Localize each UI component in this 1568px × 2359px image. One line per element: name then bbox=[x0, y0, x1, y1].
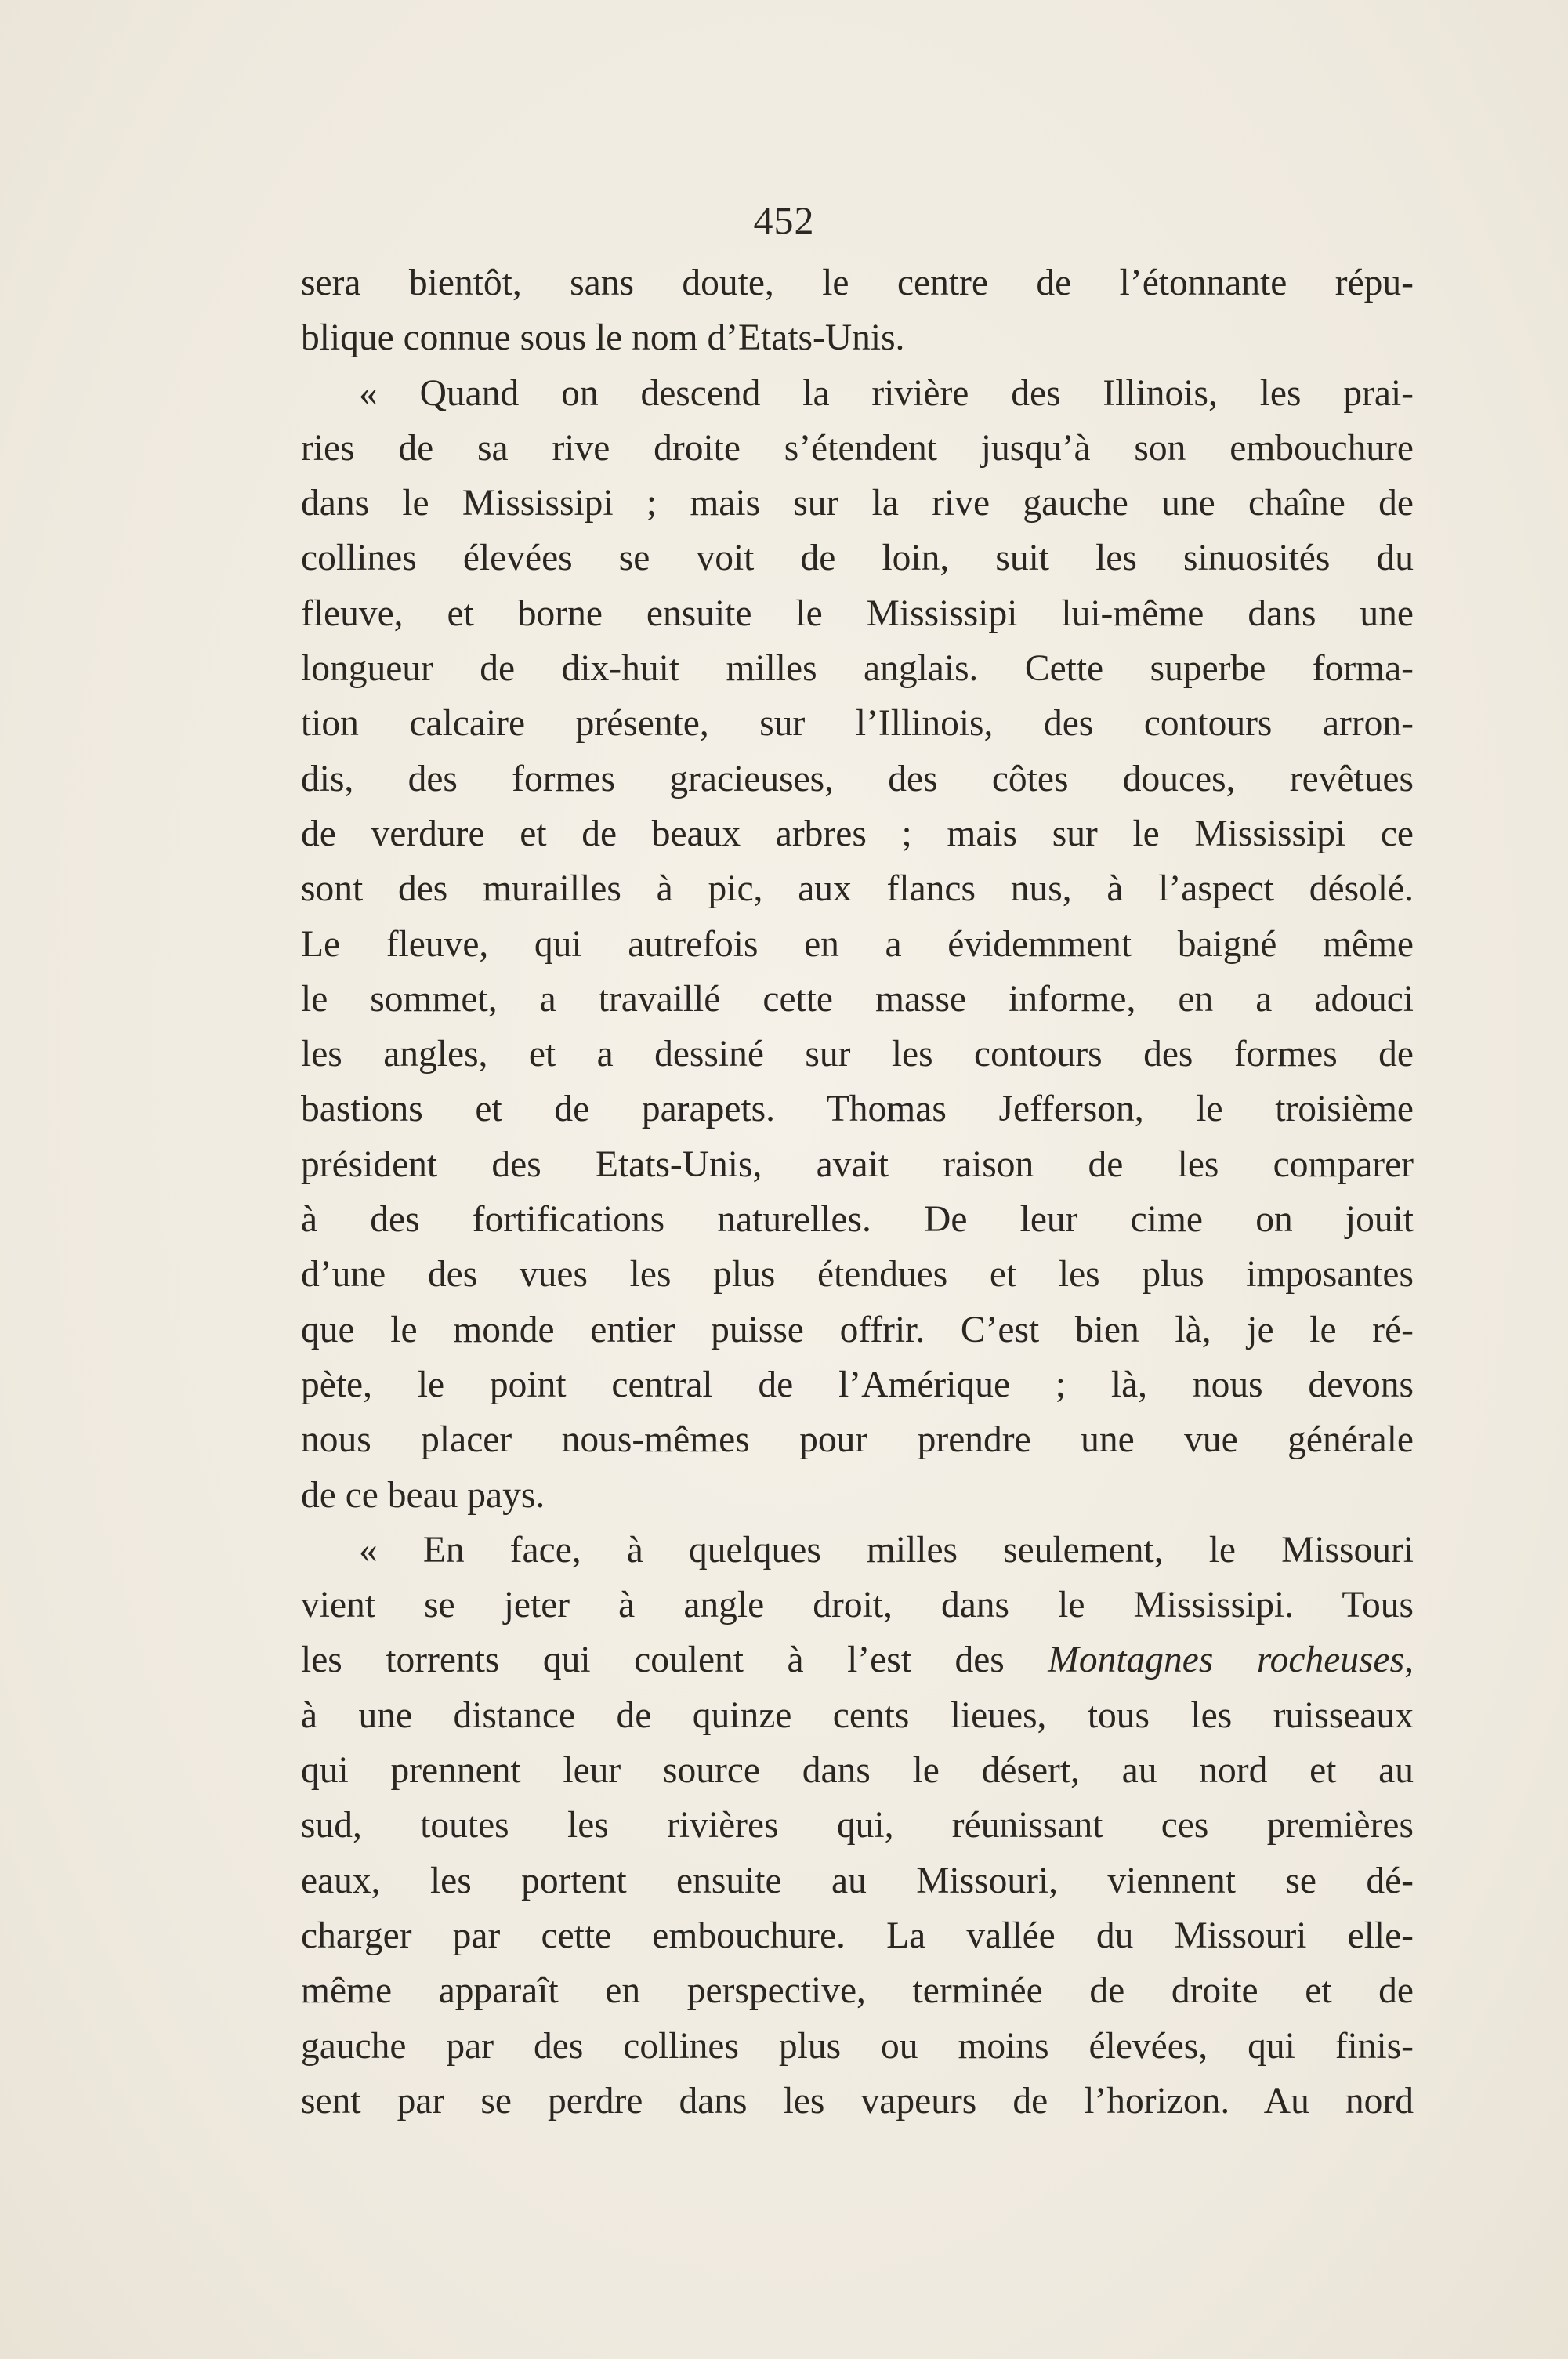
text-line: fleuve, et borne ensuite le Mississipi lui-même dans une bbox=[301, 592, 1414, 634]
text-line: pète, le point central de l’Amérique ; là, nous devons bbox=[301, 1364, 1414, 1405]
text-line: dis, des formes gracieuses, des côtes douces, revêtues bbox=[301, 758, 1414, 799]
text-line: vient se jeter à angle droit, dans le Mississipi. Tous bbox=[301, 1585, 1414, 1626]
text-line: de verdure et de beaux arbres ; mais sur le Mississipi ce bbox=[301, 813, 1414, 854]
text-line: Le fleuve, qui autrefois en a évidemment baigné même bbox=[301, 923, 1414, 965]
italic-text-segment: Montagnes rocheuses bbox=[1048, 1640, 1405, 1681]
text-line: qui prennent leur source dans le désert, au nord et au bbox=[301, 1750, 1414, 1792]
text-line: d’une des vues les plus étendues et les plus imposantes bbox=[301, 1254, 1414, 1295]
text-line: tion calcaire présente, sur l’Illinois, des contours arron- bbox=[301, 703, 1414, 745]
text-line: le sommet, a travaillé cette masse informe, en a adouci bbox=[301, 978, 1414, 1020]
text-line: à des fortifications naturelles. De leur cime on jouit bbox=[301, 1199, 1414, 1241]
text-line: « Quand on descend la rivière des Illinois, les prai- bbox=[359, 372, 1414, 414]
text-line: gauche par des collines plus ou moins élevées, qui finis- bbox=[301, 2025, 1414, 2067]
text-line: président des Etats-Unis, avait raison de les comparer bbox=[301, 1143, 1414, 1185]
text-line: sent par se perdre dans les vapeurs de l’horizon. Au nord bbox=[301, 2080, 1414, 2122]
text-line: eaux, les portent ensuite au Missouri, viennent se dé- bbox=[301, 1860, 1414, 1901]
text-line: nous placer nous-mêmes pour prendre une vue générale bbox=[301, 1419, 1414, 1461]
text-line: même apparaît en perspective, terminée de droite et de bbox=[301, 1970, 1414, 2012]
text-line: que le monde entier puisse offrir. C’est bien là, je le ré- bbox=[301, 1309, 1414, 1350]
text-line-with-italic bbox=[301, 1632, 1414, 1687]
text-line: dans le Mississipi ; mais sur la rive gauche une chaîne de bbox=[301, 483, 1414, 524]
text-line: longueur de dix-huit milles anglais. Cette superbe forma- bbox=[301, 648, 1414, 690]
text-line: sera bientôt, sans doute, le centre de l’étonnante répu- bbox=[301, 263, 1414, 303]
body-text bbox=[301, 255, 1414, 2129]
text-line: à une distance de quinze cents lieues, tous les ruisseaux bbox=[301, 1694, 1414, 1736]
text-line: « En face, à quelques milles seulement, le Missouri bbox=[359, 1529, 1414, 1571]
text-line: ries de sa rive droite s’étendent jusqu’à son embouchure bbox=[301, 427, 1414, 469]
text-line: charger par cette embouchure. La vallée du Missouri elle- bbox=[301, 1915, 1414, 1956]
text-line: de ce beau pays. bbox=[301, 1474, 545, 1516]
page-number: 452 bbox=[753, 198, 815, 242]
text-line: sud, toutes les rivières qui, réunissant ces premières bbox=[301, 1805, 1414, 1846]
text-line: blique connue sous le nom d’Etats-Unis. bbox=[301, 317, 905, 359]
text-segment: , bbox=[1404, 1640, 1414, 1681]
text-line: sont des murailles à pic, aux flancs nus, à l’aspect désolé. bbox=[301, 868, 1414, 910]
text-line: collines élevées se voit de loin, suit les sinuosités du bbox=[301, 538, 1414, 579]
text-line: bastions et de parapets. Thomas Jefferson, le troisième bbox=[301, 1089, 1414, 1130]
text-line: les angles, et a dessiné sur les contours des formes de bbox=[301, 1034, 1414, 1075]
text-segment: les torrents qui coulent à l’est des bbox=[301, 1640, 1048, 1681]
